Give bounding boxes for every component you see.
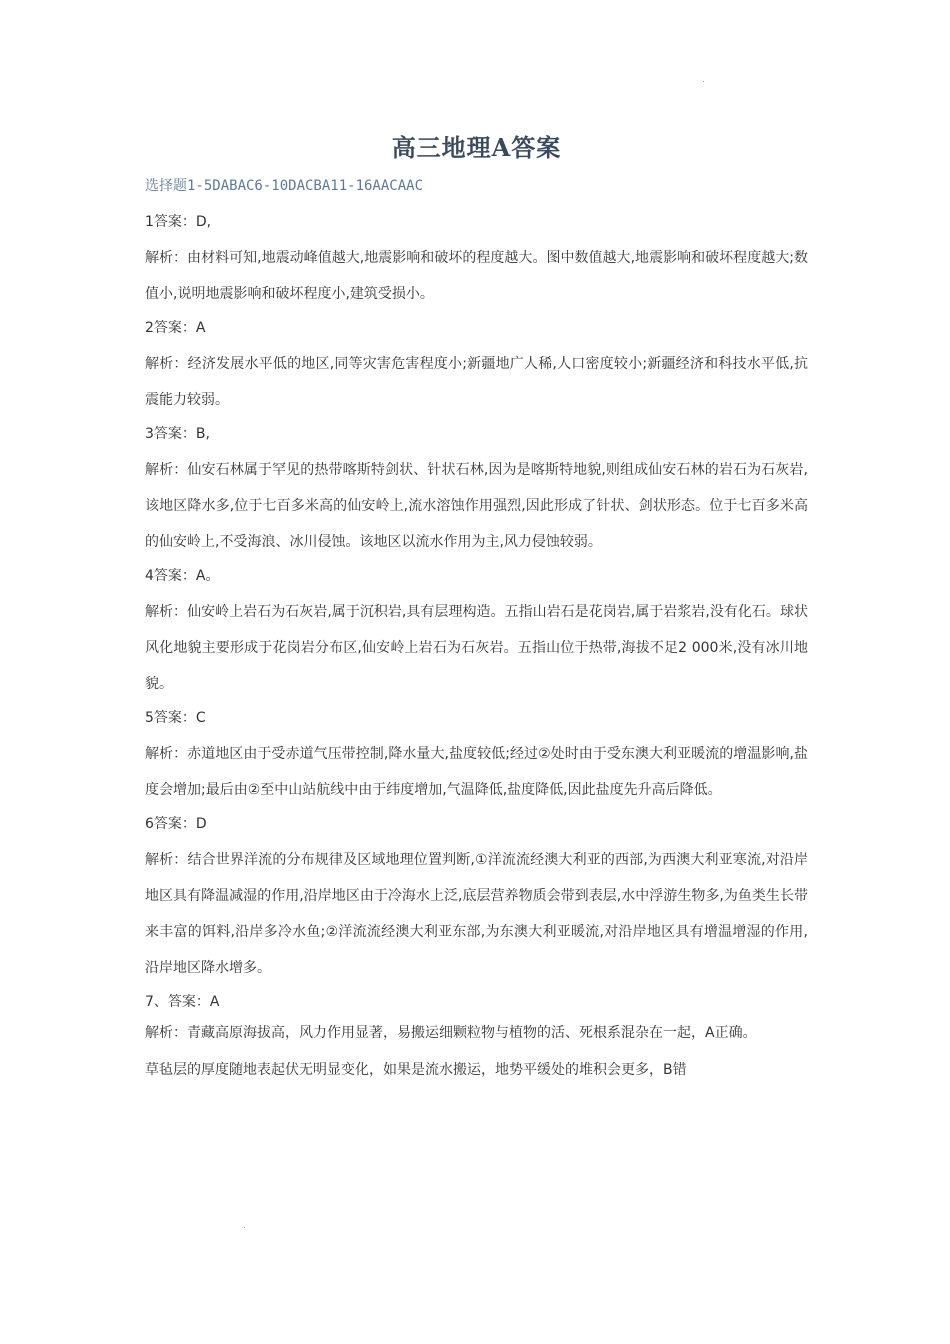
choice-answers-summary: 选择题1-5DABAC6-10DACBA11-16AACAAC [145, 178, 424, 194]
explanation-text: 解析：仙安石林属于罕见的热带喀斯特剑状、针状石林,因为是喀斯特地貌,则组成仙安石林的岩石为石灰岩,该地区降水多,位于七百多米高的仙安岭上,流水溶蚀作用强烈,因此形成了针状、剑状形态。位于七百多米高的仙安岭上,不受海浪、冰川侵蚀。该地区以流水作用为主,风力侵蚀较弱。 [145, 462, 808, 550]
explanation-text: 解析：仙安岭上岩石为石灰岩,属于沉积岩,具有层理构造。五指山岩石是花岗岩,属于岩浆岩,没有化石。球状风化地貌主要形成于花岗岩分布区,仙安岭上岩石为石灰岩。五指山位于热带,海拔不足2 000米,没有冰川地貌。 [145, 604, 808, 692]
scan-speck [244, 1227, 245, 1228]
page-title: 高三地理A答案 [391, 133, 562, 162]
explanation-text: 解析：赤道地区由于受赤道气压带控制,降水量大,盐度较低;经过②处时由于受东澳大利亚暖流的增温影响,盐度会增加;最后由②至中山站航线中由于纬度增加,气温降低,盐度降低,因此盐度先升高后降低。 [145, 746, 808, 798]
answer-line: 2答案：A [145, 320, 206, 336]
scan-speck [703, 81, 704, 82]
question-2 [145, 318, 808, 418]
explanation-text: 解析：结合世界洋流的分布规律及区域地理位置判断,①洋流流经澳大利亚的西部,为西澳大利亚寒流,对沿岸地区具有降温减湿的作用,沿岸地区由于冷海水上泛,底层营养物质会带到表层,水中浮游生物多,为鱼类生长带来丰富的饵料,沿岸多冷水鱼;②洋流流经澳大利亚东部,为东澳大利亚暖流,对沿岸地区具有增温增湿的作用,沿岸地区降水增多。 [145, 852, 808, 976]
question-6 [145, 814, 808, 986]
question-3 [145, 424, 808, 560]
answer-line: 7、答案：A [145, 994, 220, 1010]
question-4 [145, 566, 808, 702]
question-1 [145, 212, 808, 312]
answer-line: 4答案：A。 [145, 568, 220, 584]
explanation-text: 解析：经济发展水平低的地区,同等灾害危害程度小;新疆地广人稀,人口密度较小;新疆经济和科技水平低,抗震能力较弱。 [145, 356, 808, 408]
answer-line: 6答案：D [145, 816, 207, 832]
answer-line: 5答案：C [145, 710, 206, 726]
question-5 [145, 708, 808, 808]
explanation-text: 解析：由材料可知,地震动峰值越大,地震影响和破坏的程度越大。图中数值越大,地震影响和破坏程度越大;数值小,说明地震影响和破坏程度小,建筑受损小。 [145, 250, 808, 302]
answer-line: 1答案：D, [145, 214, 212, 230]
explanation-text: 解析：青藏高原海拔高，风力作用显著，易搬运细颗粒物与植物的活、死根系混杂在一起，A正确。 [145, 1025, 757, 1041]
question-7 [145, 992, 808, 1046]
continued-explanation-text: 草毡层的厚度随地表起伏无明显变化，如果是流水搬运，地势平缓处的堆积会更多，B错 [145, 1062, 687, 1078]
answer-line: 3答案：B, [145, 426, 210, 442]
